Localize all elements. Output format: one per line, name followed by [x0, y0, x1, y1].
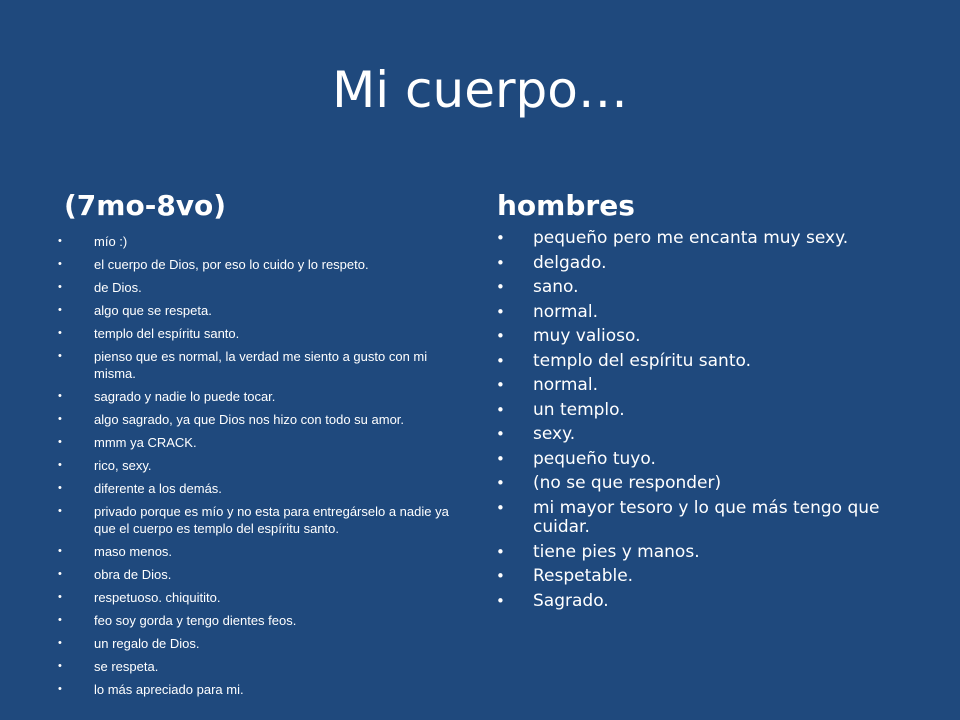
bullet-icon: •: [58, 683, 62, 695]
left-list-item: [58, 256, 458, 273]
left-bullet-list: [58, 233, 458, 704]
bullet-icon: •: [58, 350, 62, 362]
left-list-item-text: diferente a los demás.: [94, 481, 222, 496]
left-list-item: [58, 325, 458, 342]
right-list-item-text: pequeño pero me encanta muy sexy.: [533, 228, 849, 248]
left-list-item-text: pienso que es normal, la verdad me siento a gusto con mi misma.: [94, 349, 428, 381]
left-list-item: [58, 434, 458, 451]
bullet-icon: •: [58, 327, 62, 339]
bullet-icon: •: [496, 278, 505, 296]
left-list-item: [58, 566, 458, 583]
bullet-icon: •: [58, 258, 62, 270]
bullet-icon: •: [58, 235, 62, 247]
bullet-icon: •: [58, 459, 62, 471]
left-list-item: [58, 411, 458, 428]
left-list-item: [58, 279, 458, 296]
right-list-item: [496, 352, 896, 372]
bullet-icon: •: [496, 253, 505, 272]
right-list-item: [496, 303, 896, 323]
right-list-item: [496, 229, 896, 249]
right-list-item-text: delgado.: [533, 252, 607, 273]
bullet-icon: •: [58, 545, 62, 557]
right-list-item: [496, 567, 896, 587]
left-list-item-text: mío :): [94, 234, 128, 249]
left-list-item: [58, 658, 458, 675]
right-list-item-text: templo del espíritu santo.: [533, 350, 751, 371]
left-list-item-text: feo soy gorda y tengo dientes feos.: [94, 613, 297, 628]
right-list-item-text: sexy.: [533, 424, 576, 444]
left-list-item: [58, 589, 458, 606]
right-list-item: [496, 499, 896, 538]
left-list-item-text: mmm ya CRACK.: [94, 435, 197, 450]
bullet-icon: •: [58, 614, 62, 626]
left-list-item-text: de Dios.: [94, 280, 142, 295]
bullet-icon: •: [58, 304, 62, 316]
left-list-item: [58, 457, 458, 474]
left-column-heading: (7mo-8vo): [64, 189, 227, 222]
bullet-icon: •: [496, 449, 505, 468]
left-list-item: [58, 348, 458, 382]
left-list-item: [58, 503, 458, 537]
left-list-item-text: lo más apreciado para mi.: [94, 682, 244, 697]
bullet-icon: •: [58, 436, 62, 448]
right-list-item-text: sano.: [533, 277, 579, 297]
right-list-item-text: normal.: [533, 301, 598, 322]
bullet-icon: •: [496, 591, 505, 610]
bullet-icon: •: [58, 281, 62, 293]
bullet-icon: •: [58, 637, 62, 649]
bullet-icon: •: [58, 390, 62, 402]
bullet-icon: •: [58, 591, 62, 603]
bullet-icon: •: [496, 425, 505, 443]
right-list-item-text: pequeño tuyo.: [533, 448, 656, 469]
right-list-item-text: un templo.: [533, 399, 625, 420]
right-list-item: [496, 450, 896, 470]
left-list-item: [58, 635, 458, 652]
bullet-icon: •: [496, 376, 505, 394]
left-list-item-text: sagrado y nadie lo puede tocar.: [94, 389, 276, 404]
right-column-heading: hombres: [497, 189, 635, 222]
right-list-item: [496, 543, 896, 563]
right-list-item-text: normal.: [533, 375, 598, 395]
left-list-item-text: un regalo de Dios.: [94, 636, 200, 651]
left-list-item: [58, 480, 458, 497]
bullet-icon: •: [496, 498, 505, 517]
bullet-icon: •: [496, 400, 505, 419]
right-list-item-text: mi mayor tesoro y lo que más tengo que cuidar.: [533, 497, 880, 537]
bullet-icon: •: [496, 351, 505, 370]
left-list-item: [58, 543, 458, 560]
bullet-icon: •: [58, 413, 62, 425]
bullet-icon: •: [496, 229, 505, 247]
left-list-item-text: respetuoso. chiquitito.: [94, 590, 221, 605]
bullet-icon: •: [496, 302, 505, 321]
left-list-item-text: templo del espíritu santo.: [94, 326, 240, 341]
bullet-icon: •: [496, 542, 505, 561]
bullet-icon: •: [58, 660, 62, 672]
right-list-item-text: muy valioso.: [533, 326, 641, 346]
right-list-item: [496, 425, 896, 445]
left-list-item-text: algo sagrado, ya que Dios nos hizo con todo su amor.: [94, 412, 405, 427]
left-list-item: [58, 233, 458, 250]
right-list-item-text: tiene pies y manos.: [533, 541, 700, 562]
slide-title: Mi cuerpo…: [332, 61, 628, 119]
bullet-icon: •: [496, 474, 505, 492]
left-list-item-text: privado porque es mío y no esta para entregárselo a nadie ya que el cuerpo es templo del espíritu santo.: [94, 504, 449, 536]
right-list-item: [496, 474, 896, 494]
bullet-icon: •: [496, 327, 505, 345]
right-list-item: [496, 327, 896, 347]
left-list-item-text: rico, sexy.: [94, 458, 152, 473]
left-list-item-text: el cuerpo de Dios, por eso lo cuido y lo respeto.: [94, 257, 369, 272]
right-list-item: [496, 592, 896, 612]
left-list-item-text: algo que se respeta.: [94, 303, 212, 318]
left-list-item: [58, 302, 458, 319]
left-list-item-text: se respeta.: [94, 659, 159, 674]
left-list-item: [58, 612, 458, 629]
right-list-item-text: Sagrado.: [533, 590, 609, 611]
right-list-item: [496, 376, 896, 396]
bullet-icon: •: [58, 568, 62, 580]
right-bullet-list: [496, 229, 896, 616]
left-list-item: [58, 388, 458, 405]
right-list-item: [496, 278, 896, 298]
right-list-item-text: (no se que responder): [533, 473, 722, 493]
right-list-item: [496, 401, 896, 421]
left-list-item: [58, 681, 458, 698]
right-list-item: [496, 254, 896, 274]
left-list-item-text: maso menos.: [94, 544, 173, 559]
bullet-icon: •: [58, 505, 62, 517]
bullet-icon: •: [58, 482, 62, 494]
bullet-icon: •: [496, 567, 505, 585]
left-list-item-text: obra de Dios.: [94, 567, 172, 582]
right-list-item-text: Respetable.: [533, 566, 634, 586]
